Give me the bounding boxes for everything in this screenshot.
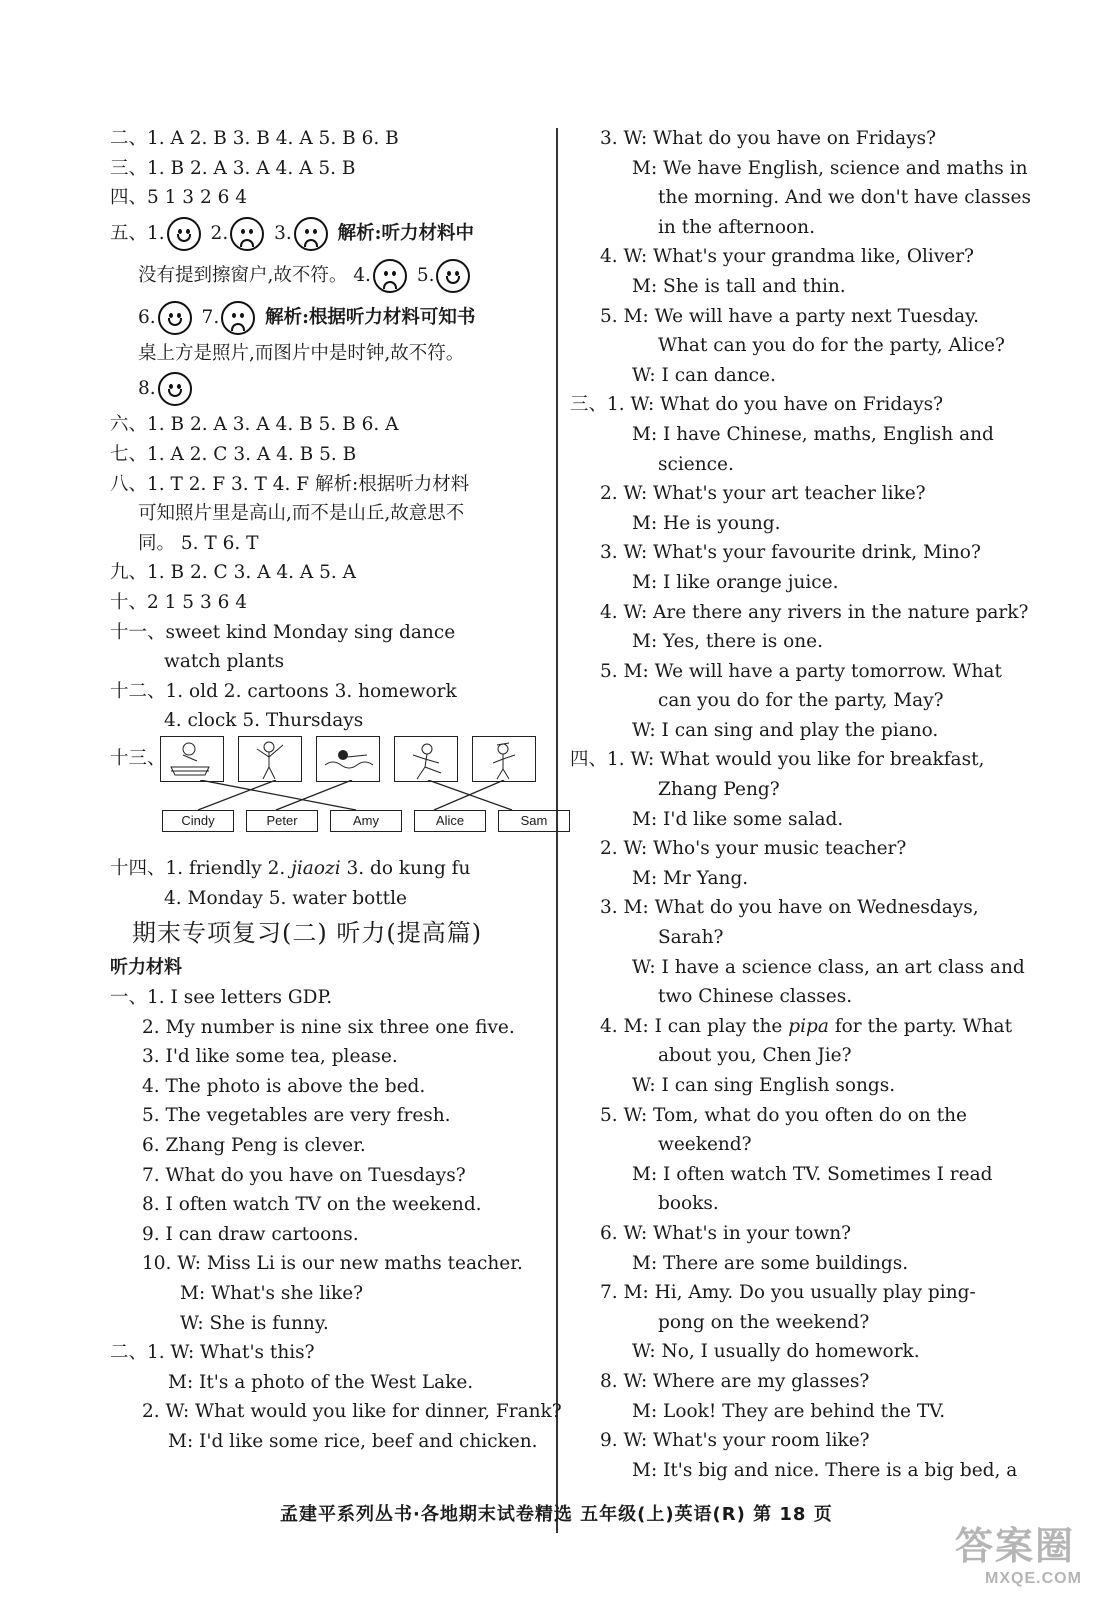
script-line: M: I'd like some rice, beef and chicken. [168, 1431, 538, 1452]
script-line: M: I'd like some salad. [632, 808, 844, 830]
script-line: 4. The photo is above the bed. [142, 1075, 426, 1097]
matching-exercise [110, 736, 548, 854]
script-line: 3. I'd like some tea, please. [142, 1046, 398, 1068]
script-line: M: What's she like? [180, 1283, 364, 1305]
script-line: 4. W: What's your grandma like, Oliver? [600, 246, 974, 268]
script-line: can you do for the party, May? [658, 690, 944, 712]
script-line: about you, Chen Jie? [658, 1045, 852, 1067]
script-line: W: No, I usually do homework. [632, 1341, 920, 1363]
script-line: 10. W: Miss Li is our new maths teacher. [142, 1253, 523, 1275]
answer-line: 九、1. B 2. C 3. A 4. A 5. A [110, 562, 357, 584]
sub-title: 听力材料 [110, 957, 182, 979]
sad-face-icon [294, 217, 328, 251]
name-box: Peter [246, 810, 318, 832]
answer-line: 六、1. B 2. A 3. A 4. B 5. B 6. A [110, 414, 399, 436]
answer-line: 4. clock 5. Thursdays [164, 710, 364, 732]
picture-cooking-icon [472, 736, 536, 782]
script-line: two Chinese classes. [658, 986, 853, 1008]
script-line: M: I have Chinese, maths, English and [632, 423, 994, 445]
script-line: W: I can dance. [632, 364, 776, 386]
script-line: 3. W: What's your favourite drink, Mino? [600, 542, 981, 564]
answer-line: 五、1. 2. 3. 解析:听力材料中 [110, 213, 542, 255]
smiley-face-icon [167, 217, 201, 251]
script-line: 8. I often watch TV on the weekend. [142, 1194, 482, 1216]
sad-face-icon [221, 301, 255, 335]
script-line: W: I can sing English songs. [632, 1075, 896, 1096]
script-line: M: She is tall and thin. [632, 275, 846, 297]
script-line: Sarah? [658, 927, 724, 949]
script-line: M: There are some buildings. [632, 1252, 909, 1274]
watermark-logo: 答案圈 [955, 1526, 1076, 1568]
section-label: 十三、 [110, 747, 166, 769]
script-line: science. [658, 453, 734, 475]
left-column [110, 124, 562, 1457]
name-box: Sam [498, 810, 570, 832]
answer-line: 十四、1. friendly 2. jiaozi 3. do kung fu [110, 857, 471, 879]
script-line: M: Yes, there is one. [632, 631, 824, 653]
script-line: 9. W: What's your room like? [600, 1430, 870, 1452]
watermark-url: MXQE.COM [985, 1570, 1082, 1587]
script-line: 2. W: Who's your music teacher? [600, 838, 907, 860]
script-line: M: It's big and nice. There is a big bed, a [632, 1459, 1018, 1481]
smiley-face-icon [436, 259, 470, 293]
page-footer: 孟建平系列丛书·各地期末试卷精选 五年级(上)英语(R) 第 18 页 [280, 1504, 833, 1525]
script-line: 6. W: What's in your town? [600, 1222, 852, 1244]
answer-line: 四、5 1 3 2 6 4 [110, 187, 248, 209]
answer-line: watch plants [164, 651, 285, 673]
picture-boy-dancing-icon [238, 736, 302, 782]
name-box: Amy [330, 810, 402, 832]
sad-face-icon [230, 217, 264, 251]
script-line: pong on the weekend? [658, 1311, 870, 1333]
script-line: M: Mr Yang. [632, 867, 749, 889]
script-line: M: It's a photo of the West Lake. [168, 1371, 474, 1393]
script-line: weekend? [658, 1134, 752, 1156]
script-line: 2. W: What would you like for dinner, Frank? [142, 1401, 562, 1423]
script-line: M: Look! They are behind the TV. [632, 1400, 946, 1422]
script-line: 5. M: We will have a party tomorrow. What [600, 660, 1002, 682]
script-line: M: He is young. [632, 512, 781, 534]
answer-line: 八、1. T 2. F 3. T 4. F 解析:根据听力材料 [110, 473, 470, 495]
script-line: M: We have English, science and maths in [632, 157, 1028, 179]
picture-row [160, 736, 536, 782]
answer-line: 6. 7. 解析:根据听力材料可知书 [110, 297, 542, 339]
script-line: 4. W: Are there any rivers in the nature park? [600, 601, 1029, 623]
answer-line: 二、1. A 2. B 3. B 4. A 5. B 6. B [110, 128, 399, 149]
answer-line: 桌上方是照片,而图片中是时钟,故不符。 [138, 342, 465, 364]
script-line: W: I have a science class, an art class and [632, 956, 1025, 978]
script-line: 4. M: I can play the pipa for the party. What [600, 1015, 1012, 1037]
script-line: 四、1. W: What would you like for breakfast, [570, 749, 985, 771]
right-column [570, 124, 1031, 1485]
answer-line: 十、2 1 5 3 6 4 [110, 591, 248, 613]
watermark [955, 1515, 1082, 1588]
picture-girl-reading-icon [160, 736, 224, 782]
script-line: W: I can sing and play the piano. [632, 719, 939, 741]
name-box: Cindy [162, 810, 234, 832]
answer-line: 十一、sweet kind Monday sing dance [110, 621, 456, 643]
script-line: What can you do for the party, Alice? [658, 335, 1005, 357]
script-line: 7. M: Hi, Amy. Do you usually play ping- [600, 1282, 976, 1304]
script-line: 2. W: What's your art teacher like? [600, 483, 926, 505]
answer-line: 同。 5. T 6. T [138, 532, 259, 554]
answer-line: 没有提到擦窗户,故不符。 4. 5. [110, 255, 542, 297]
script-line: 2. My number is nine six three one five. [142, 1016, 515, 1038]
script-line: W: She is funny. [180, 1312, 329, 1334]
answer-line: 十二、1. old 2. cartoons 3. homework [110, 680, 457, 702]
script-line: the morning. And we don't have classes [658, 187, 1031, 209]
picture-swimming-icon [316, 736, 380, 782]
script-line: books. [658, 1193, 719, 1215]
script-line: 7. What do you have on Tuesdays? [142, 1164, 466, 1186]
script-line: 二、1. W: What's this? [110, 1342, 315, 1364]
script-line: 8. W: Where are my glasses? [600, 1370, 870, 1392]
sad-face-icon [373, 259, 407, 293]
script-line: M: I often watch TV. Sometimes I read [632, 1163, 993, 1185]
answer-line: 4. Monday 5. water bottle [164, 887, 407, 909]
script-line: 5. W: Tom, what do you often do on the [600, 1104, 967, 1126]
script-line: 9. I can draw cartoons. [142, 1223, 359, 1245]
script-line: 6. Zhang Peng is clever. [142, 1135, 366, 1157]
answer-line: 三、1. B 2. A 3. A 4. A 5. B [110, 157, 356, 179]
name-box: Alice [414, 810, 486, 832]
script-line: Zhang Peng? [658, 779, 780, 801]
answer-line: 七、1. A 2. C 3. A 4. B 5. B [110, 443, 357, 465]
picture-kung-fu-icon [394, 736, 458, 782]
script-line: 三、1. W: What do you have on Fridays? [570, 394, 944, 416]
script-line: 3. W: What do you have on Fridays? [600, 128, 937, 149]
smiley-face-icon [158, 372, 192, 406]
matching-lines [162, 780, 562, 810]
answer-line: 8. [110, 368, 542, 410]
script-line: in the afternoon. [658, 216, 815, 238]
script-line: 5. The vegetables are very fresh. [142, 1105, 451, 1127]
script-line: M: I like orange juice. [632, 571, 839, 593]
script-line: 一、1. I see letters GDP. [110, 987, 333, 1009]
section-title: 期末专项复习(二) 听力(提高篇) [132, 919, 483, 948]
name-row [162, 810, 570, 832]
script-line: 5. M: We will have a party next Tuesday. [600, 305, 980, 327]
answer-line: 可知照片里是高山,而不是山丘,故意思不 [138, 503, 465, 525]
smiley-face-icon [158, 301, 192, 335]
script-line: 3. M: What do you have on Wednesdays, [600, 897, 979, 919]
